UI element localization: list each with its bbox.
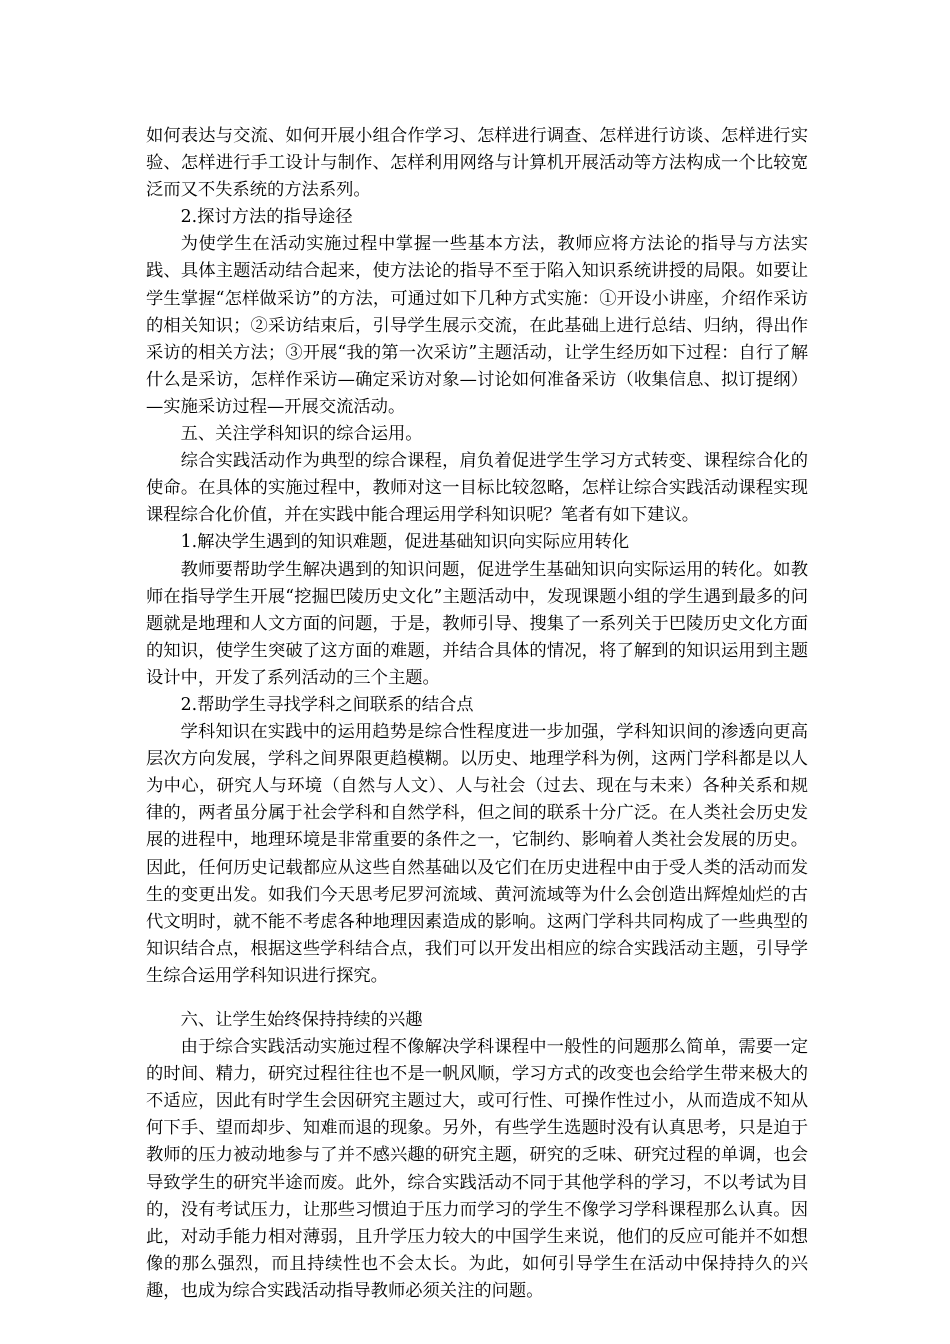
section-heading-six: 六、让学生始终保持持续的兴趣: [180, 1010, 423, 1030]
paragraph-history-geography: 学科知识在实践中的运用趋势是综合性程度进一步加强，学科知识间的渗透向更高层次方向发展，学科之间界限更趋模糊。以历史、地理学科为例，这两门学科都是以人为中心，研究人与环境（自然与人文）、人与社会（过去、现在与未来）各种关系和规律的，两者虽分属于社会学科和自然学科，但之间的联系十分广泛。在人类社会历史发展的进程中，地理环境是非常重要的条件之一，它制约、影响着人类社会发展的历史。因此，任何历史记载都应从这些自然基础以及它们在历史进程中由于受人类的活动而发生的变更出发。如我们今天思考尼罗河流域、黄河流域等为什么会创造出辉煌灿烂的古代文明时，就不能不考虑各种地理因素造成的影响。这两门学科共同构成了一些典型的知识结合点，根据这些学科结合点，我们可以开发出相应的综合实践活动主题，引导学生综合运用学科知识进行探究。: [146, 722, 808, 986]
paragraph-interview-method: 为使学生在活动实施过程中掌握一些基本方法，教师应将方法论的指导与方法实践、具体主题活动结合起来，使方法论的指导不至于陷入知识系统讲授的局限。如要让学生掌握“怎样做采访”的方法，可通过如下几种方式实施：①开设小讲座，介绍作采访的相关知识；②采访结束后，引导学生展示交流，在此基础上进行总结、归纳，得出作采访的相关方法；③开展“我的第一次采访”主题活动，让学生经历如下过程：自行了解什么是采访，怎样作采访—确定采访对象—讨论如何准备采访（收集信息、拟订提纲）—实施采访过程—开展交流活动。: [146, 234, 808, 417]
subheading-method-guidance: 2.探讨方法的指导途径: [180, 207, 353, 228]
paragraph-methods-list: 如何表达与交流、如何开展小组合作学习、怎样进行调查、怎样进行访谈、怎样进行实验、怎样进行手工设计与制作、怎样利用网络与计算机开展活动等方法构成一个比较宽泛而又不失系统的方法系列。: [146, 126, 808, 201]
section-heading-five: 五、关注学科知识的综合运用。: [180, 424, 423, 445]
paragraph-baling-history: 教师要帮助学生解决遇到的知识问题，促进学生基础知识向实际运用的转化。如教师在指导学生开展“挖掘巴陵历史文化”主题活动中，发现课题小组的学生遇到最多的问题就是地理和人文方面的问题，于是，教师引导、搜集了一系列关于巴陵历史文化方面的知识，使学生突破了这方面的难题，并结合具体的情况，将了解到的知识运用到主题设计中，开发了系列活动的三个主题。: [146, 559, 808, 688]
subheading-knowledge-problems: 1.解决学生遇到的知识难题，促进基础知识向实际应用转化: [180, 532, 630, 553]
document-page: [146, 123, 808, 1305]
paragraph-comprehensive-course: 综合实践活动作为典型的综合课程，肩负着促进学生学习方式转变、课程综合化的使命。在具体的实施过程中，教师对这一目标比较忽略，怎样让综合实践活动课程实现课程综合化价值，并在实践中能合理运用学科知识呢？笔者有如下建议。: [146, 451, 808, 526]
subheading-subject-connection: 2.帮助学生寻找学科之间联系的结合点: [180, 694, 474, 715]
paragraph-sustained-interest: 由于综合实践活动实施过程不像解决学科课程中一般性的问题那么简单，需要一定的时间、精力，研究过程往往也不是一帆风顺，学习方式的改变也会给学生带来极大的不适应，因此有时学生会因研究主题过大，或可行性、可操作性过小，从而造成不知从何下手、望而却步、知难而退的现象。另外，有些学生选题时没有认真思考，只是迫于教师的压力被动地参与了并不感兴趣的研究主题，研究的乏味、研究过程的单调，也会导致学生的研究半途而废。此外，综合实践活动不同于其他学科的学习，不以考试为目的，没有考试压力，让那些习惯迫于压力而学习的学生不像学习学科课程那么认真。因此，对动手能力相对薄弱，且升学压力较大的中国学生来说，他们的反应可能并不如想像的那么强烈，而且持续性也不会太长。为此，如何引导学生在活动中保持持久的兴趣，也成为综合实践活动指导教师必须关注的问题。: [146, 1037, 808, 1301]
